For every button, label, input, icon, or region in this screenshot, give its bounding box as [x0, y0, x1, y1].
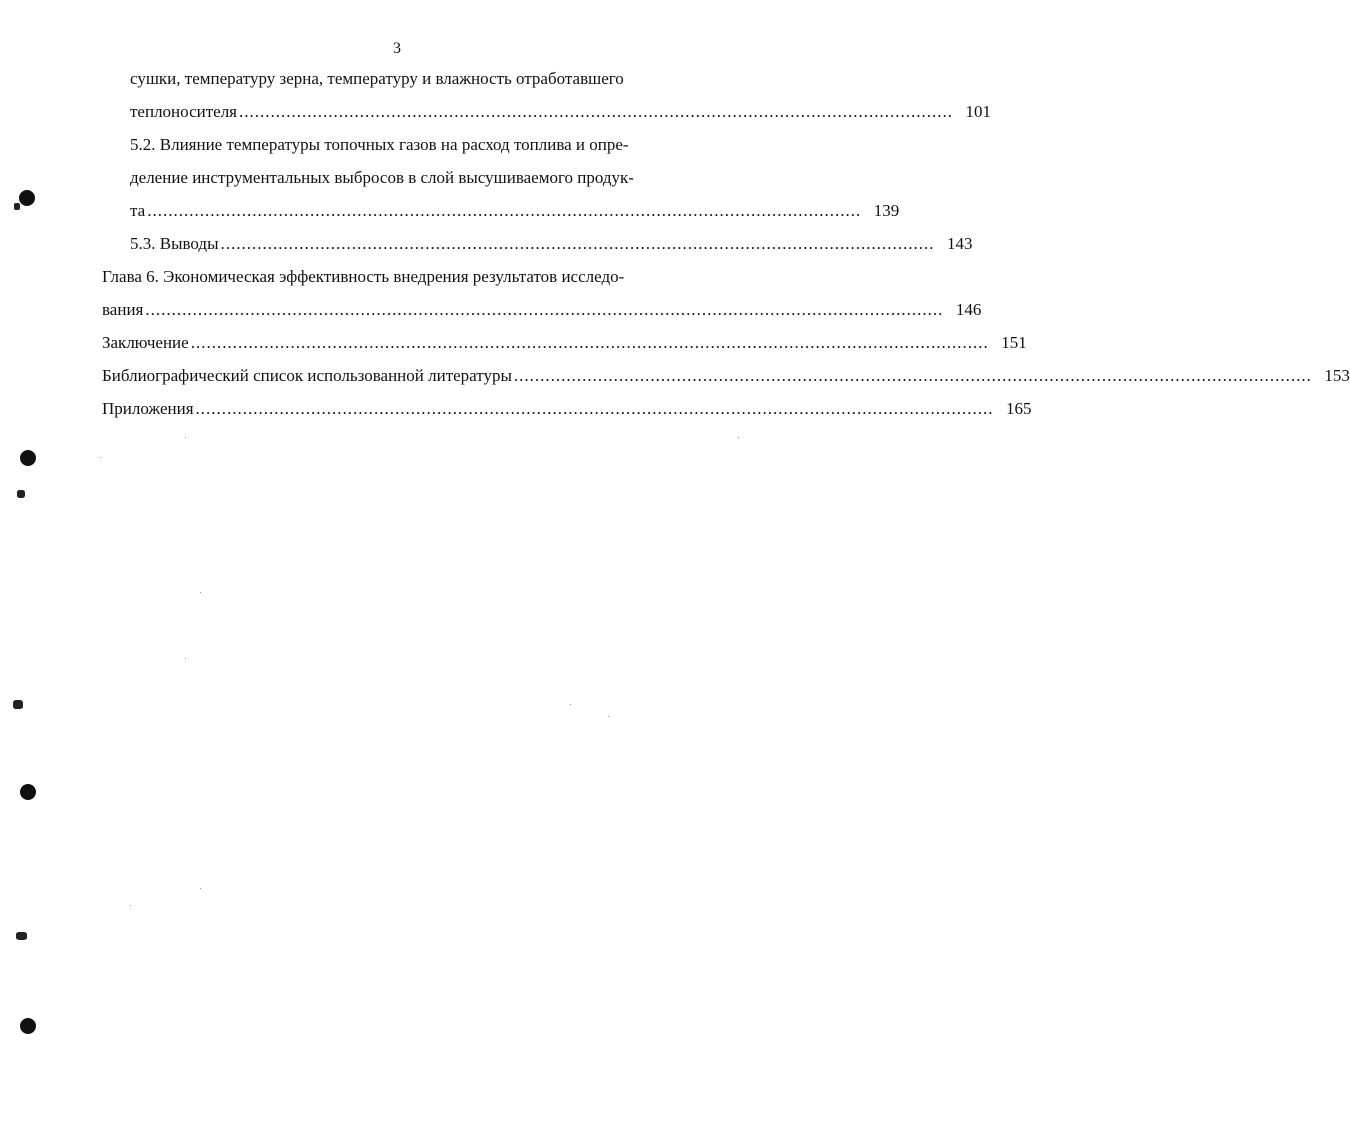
toc-entry-text: Глава 6. Экономическая эффективность внедрения результатов исследо- — [102, 267, 625, 286]
scan-dust — [200, 592, 201, 593]
toc-entry-text: вания — [102, 300, 144, 319]
toc-line — [130, 62, 750, 95]
toc-page-number: 143 — [947, 234, 973, 253]
dot-leader: ........................................................................................................................................................ — [513, 366, 1312, 385]
toc-entry-text: Заключение — [102, 333, 189, 352]
toc-entry-text: та — [130, 201, 146, 220]
scan-dust — [200, 888, 201, 889]
dot-leader: ........................................................................................................................................ — [239, 102, 953, 121]
dot-leader: ........................................................................................................................................................ — [145, 300, 944, 319]
scan-dust — [185, 658, 186, 659]
toc-entry-text: Библиографический список использованной литературы — [102, 366, 512, 385]
toc-line — [130, 194, 900, 227]
scan-speck — [14, 203, 20, 210]
toc-line — [102, 359, 1350, 392]
toc-page-number: 101 — [965, 102, 991, 121]
scan-dust — [130, 905, 131, 906]
toc-line — [102, 392, 1032, 425]
toc-line — [130, 227, 973, 260]
toc-line — [130, 95, 991, 128]
toc-entry-text: деление инструментальных выбросов в слой высушиваемого продук- — [130, 168, 634, 187]
toc-line — [130, 128, 750, 161]
scan-dust — [185, 437, 186, 438]
scan-speck — [17, 490, 25, 498]
toc-page-number: 153 — [1324, 366, 1350, 385]
scan-dust — [608, 716, 609, 717]
dot-leader: ........................................................................................................................................ — [220, 234, 935, 253]
binder-hole-mark — [20, 784, 36, 800]
toc-entry-text: сушки, температуру зерна, температуру и влажность отработавшего — [130, 69, 624, 88]
toc-entry-text: Приложения — [102, 399, 194, 418]
scan-dust — [738, 437, 739, 438]
scan-dust — [570, 704, 571, 705]
toc-line — [102, 260, 742, 293]
toc-page-number: 151 — [1001, 333, 1027, 352]
dot-leader: ........................................................................................................................................................ — [190, 333, 989, 352]
toc-line — [102, 293, 982, 326]
toc-entry-text: теплоносителя — [130, 102, 237, 121]
binder-hole-mark — [19, 190, 35, 206]
page-number: 3 — [393, 40, 401, 57]
dot-leader: ........................................................................................................................................................ — [195, 399, 994, 418]
scan-speck — [16, 932, 27, 940]
binder-hole-mark — [20, 450, 36, 466]
toc-line — [102, 326, 1027, 359]
toc-page-number: 165 — [1006, 399, 1032, 418]
scan-speck — [13, 700, 23, 709]
scan-dust — [100, 457, 101, 458]
toc-page-number: 139 — [873, 201, 900, 220]
dot-leader: ........................................................................................................................................ — [147, 201, 862, 220]
toc-line — [130, 161, 750, 194]
binder-hole-mark — [20, 1018, 36, 1034]
toc-entry-text: 5.2. Влияние температуры топочных газов на расход топлива и опре- — [130, 135, 629, 154]
toc-page-number: 146 — [955, 300, 982, 319]
toc-entry-text: 5.3. Выводы — [130, 234, 219, 253]
